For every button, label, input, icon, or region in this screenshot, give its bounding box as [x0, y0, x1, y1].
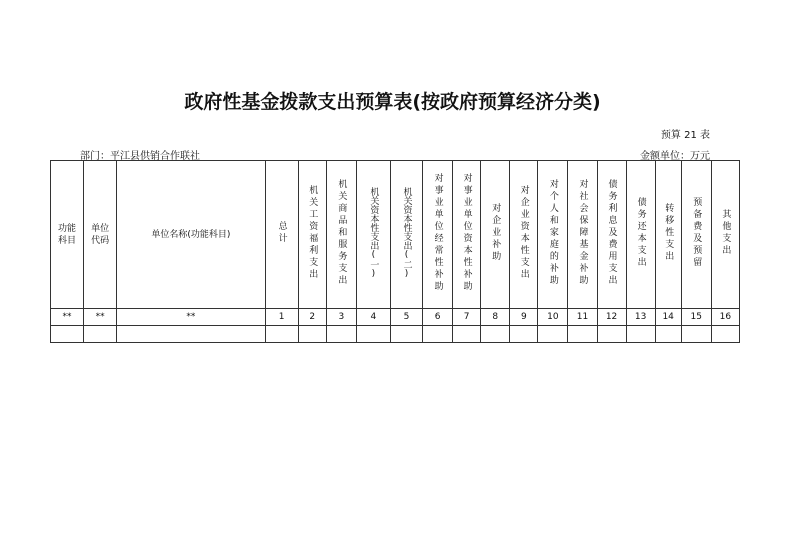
header-c4: 机关资本性支出(二) [390, 161, 422, 309]
index-cell: ** [51, 309, 84, 326]
header-c2: 机关商品和服务支出 [326, 161, 356, 309]
empty-cell [356, 326, 390, 343]
empty-cell [298, 326, 326, 343]
empty-data-row [51, 326, 740, 343]
empty-cell [481, 326, 510, 343]
index-cell: 3 [326, 309, 356, 326]
header-c1: 机关工资福利支出 [298, 161, 326, 309]
amount-unit-label: 金额单位：万元 [640, 151, 710, 162]
empty-cell [84, 326, 117, 343]
index-cell: 6 [423, 309, 453, 326]
table-number: 预算 21 表 [660, 130, 710, 141]
index-cell: 9 [510, 309, 538, 326]
header-row [51, 161, 740, 309]
header-total: 总计 [265, 161, 298, 309]
index-cell: 16 [711, 309, 739, 326]
empty-cell [265, 326, 298, 343]
index-cell: 7 [453, 309, 481, 326]
budget-table [50, 160, 740, 343]
header-c5: 对事业单位经常性补助 [423, 161, 453, 309]
header-func-subject: 功能科目 [51, 161, 84, 309]
index-cell: ** [117, 309, 265, 326]
header-unit-code: 单位代码 [84, 161, 117, 309]
header-c6: 对事业单位资本性补助 [453, 161, 481, 309]
header-c12: 债务还本支出 [626, 161, 655, 309]
index-cell: 11 [568, 309, 597, 326]
empty-cell [326, 326, 356, 343]
header-c8: 对企业资本性支出 [510, 161, 538, 309]
empty-cell [423, 326, 453, 343]
empty-cell [51, 326, 84, 343]
index-cell: 10 [538, 309, 568, 326]
empty-cell [597, 326, 626, 343]
empty-cell [681, 326, 711, 343]
department-label: 部门：平江县供销合作联社 [80, 151, 200, 162]
index-cell: 8 [481, 309, 510, 326]
empty-cell [568, 326, 597, 343]
header-c3: 机关资本性支出(一) [356, 161, 390, 309]
column-index-row [51, 309, 740, 326]
empty-cell [626, 326, 655, 343]
empty-cell [453, 326, 481, 343]
empty-cell [538, 326, 568, 343]
index-cell: ** [84, 309, 117, 326]
index-cell: 5 [390, 309, 422, 326]
empty-cell [655, 326, 681, 343]
empty-cell [390, 326, 422, 343]
index-cell: 12 [597, 309, 626, 326]
index-cell: 14 [655, 309, 681, 326]
index-cell: 15 [681, 309, 711, 326]
header-c10: 对社会保障基金补助 [568, 161, 597, 309]
empty-cell [711, 326, 739, 343]
index-cell: 2 [298, 309, 326, 326]
index-cell: 1 [265, 309, 298, 326]
header-c9: 对个人和家庭的补助 [538, 161, 568, 309]
header-c11: 债务利息及费用支出 [597, 161, 626, 309]
index-cell: 4 [356, 309, 390, 326]
header-c13: 转移性支出 [655, 161, 681, 309]
header-c7: 对企业补助 [481, 161, 510, 309]
header-unit-name: 单位名称(功能科目) [117, 161, 265, 309]
index-cell: 13 [626, 309, 655, 326]
header-c15: 其他支出 [711, 161, 739, 309]
page-title: 政府性基金拨款支出预算表(按政府预算经济分类) [184, 91, 601, 113]
empty-cell [117, 326, 265, 343]
empty-cell [510, 326, 538, 343]
header-c14: 预备费及预留 [681, 161, 711, 309]
